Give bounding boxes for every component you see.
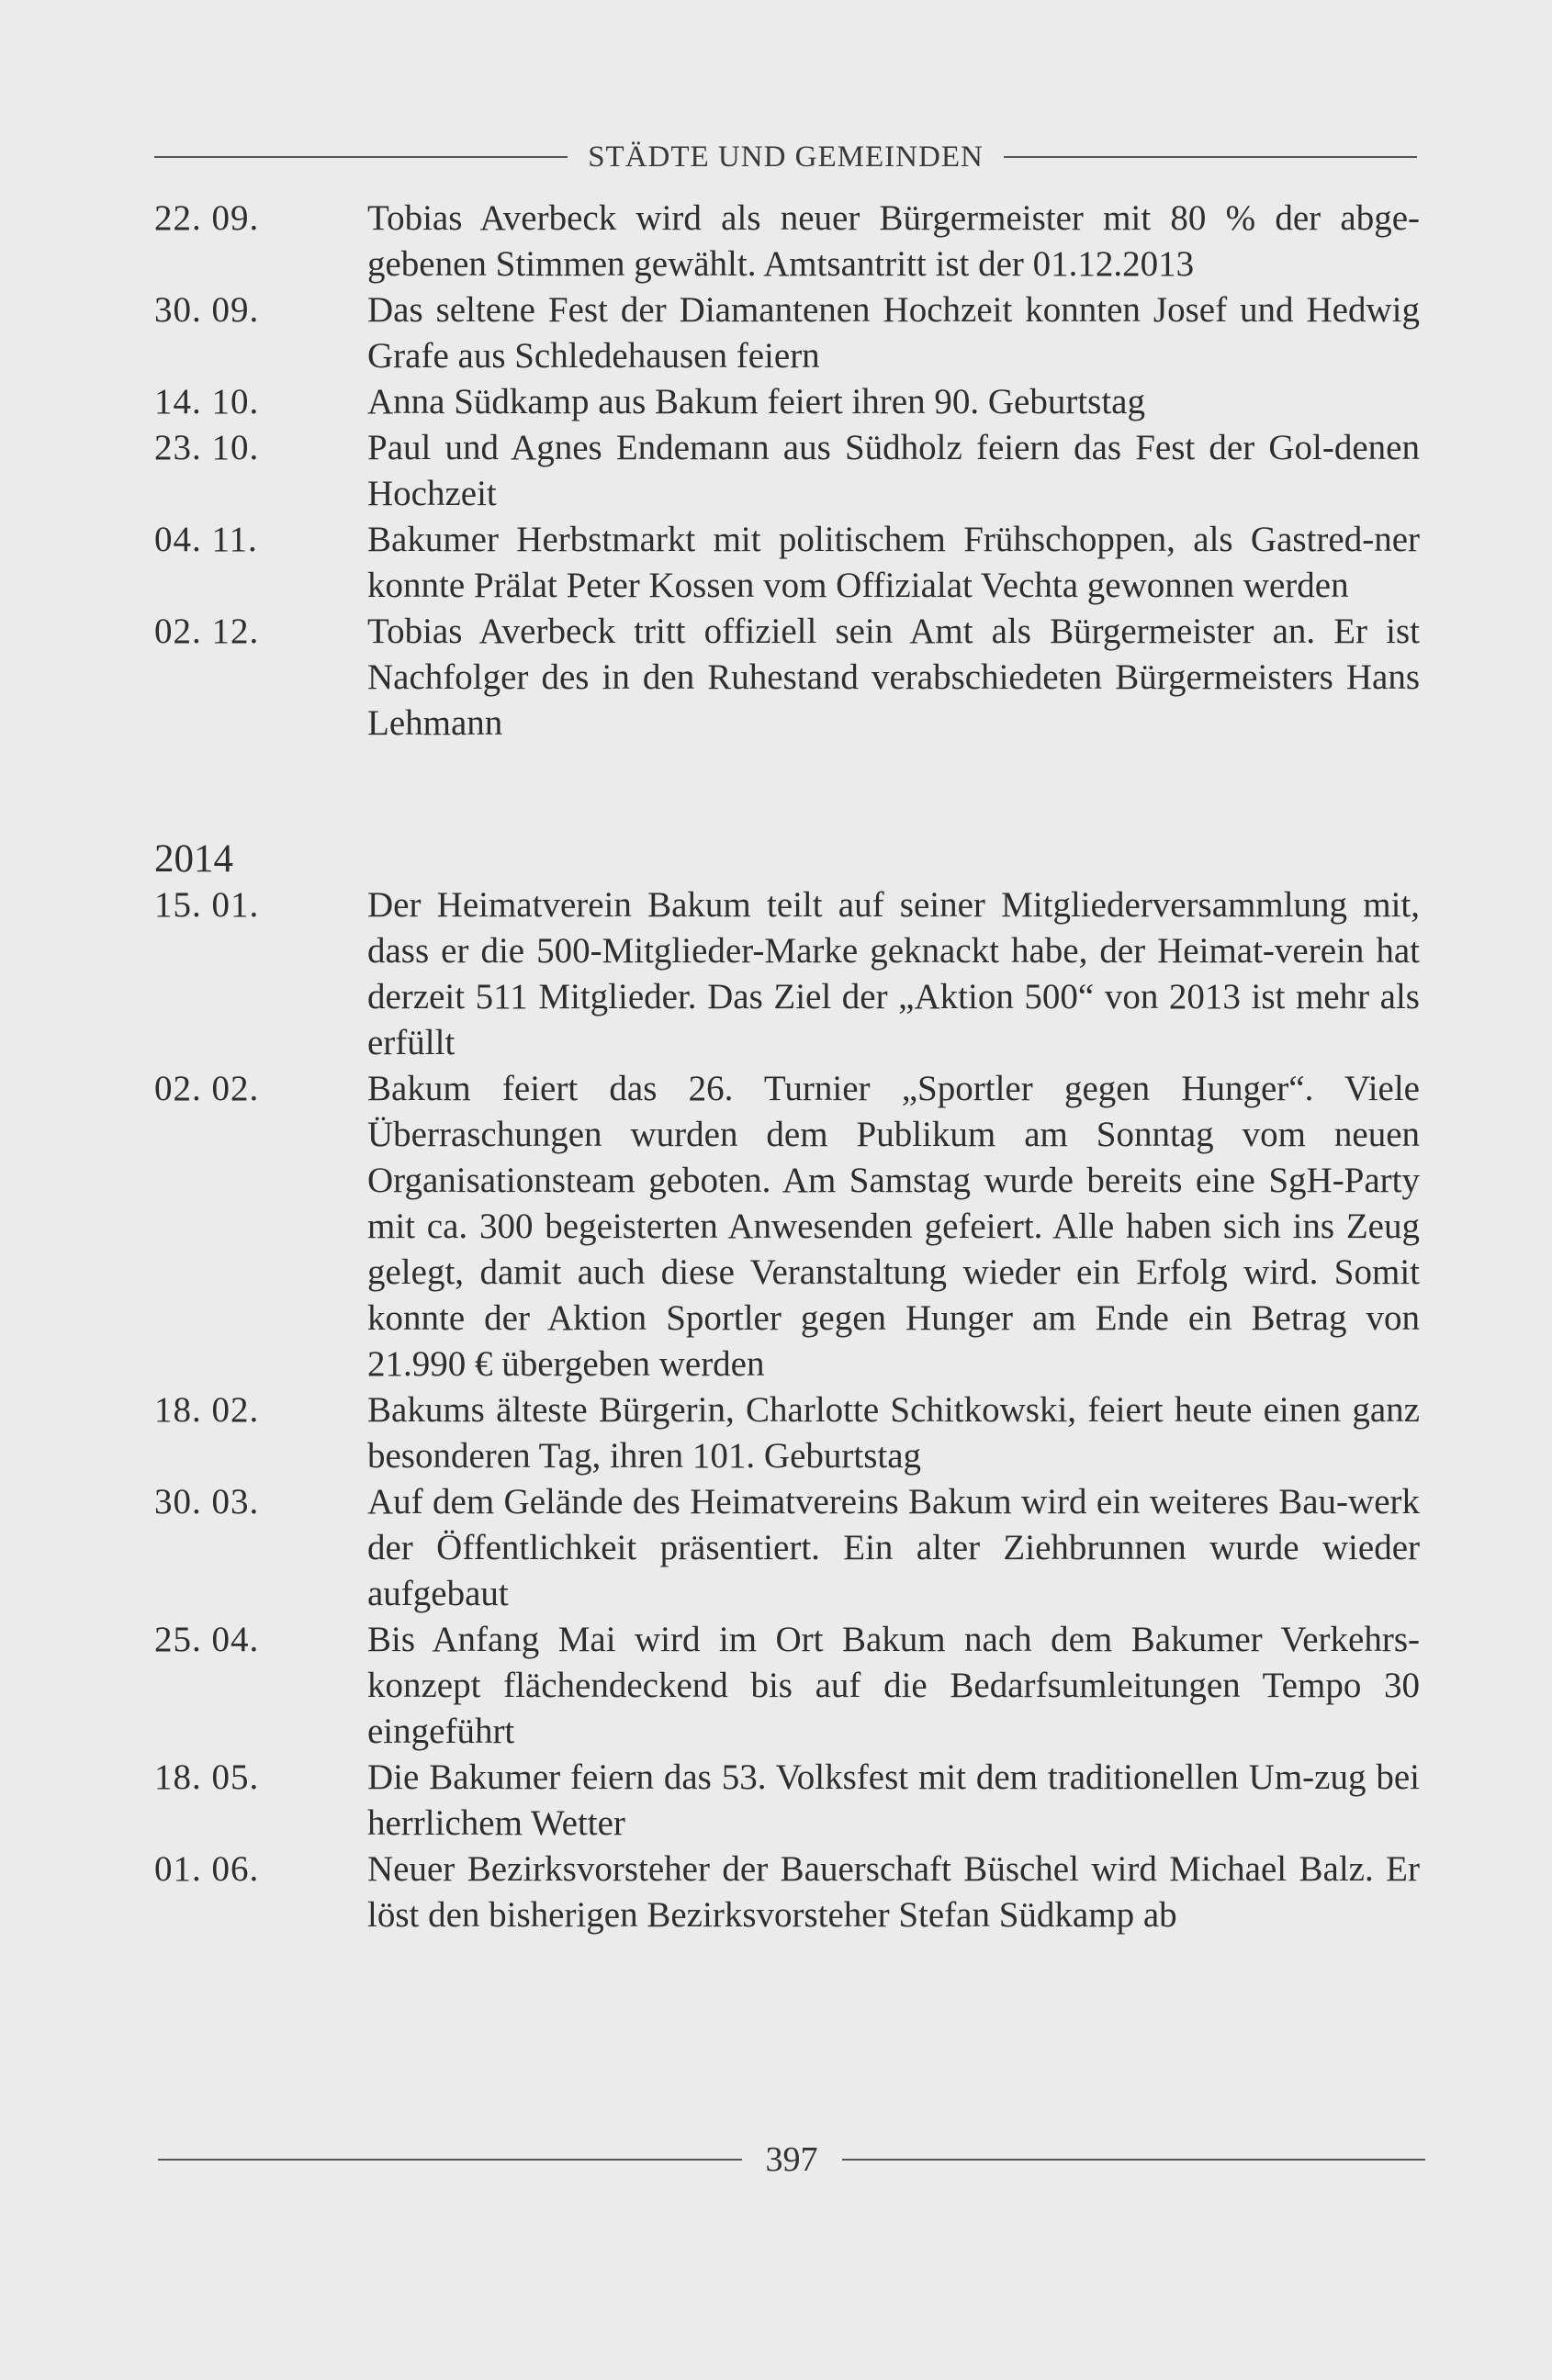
running-head xyxy=(154,134,1417,180)
header-rule-right xyxy=(1004,156,1417,158)
entry-text: Anna Südkamp aus Bakum feiert ihren 90. Geburtstag xyxy=(367,382,1145,421)
chronicle-content xyxy=(154,196,1420,1938)
entry-date: 02. 12. xyxy=(154,612,260,651)
entry-text: Bakum feiert das 26. Turnier „Sportler gegen Hunger“. Viele Überraschungen wurden dem Publikum am Sonntag vom neuen Organisationsteam geboten. Am Samstag wurde bereits eine SgH-Party mit ca. 300 begeisterten Anwesenden gefeiert. Alle haben sich ins Zeug gelegt, damit auch diese Veranstaltung wieder ein Erfolg wird. Somit konnte der Aktion Sportler gegen Hunger am Ende ein Betrag von 21.990 € übergeben werden xyxy=(367,1069,1420,1384)
chronicle-entry xyxy=(154,1066,1420,1387)
footer-rule-right xyxy=(842,2159,1426,2161)
entry-date: 14. 10. xyxy=(154,382,260,421)
entry-date: 18. 05. xyxy=(154,1757,260,1797)
chronicle-entry xyxy=(154,1847,1420,1938)
chronicle-entry xyxy=(154,1479,1420,1617)
entry-text: Das seltene Fest der Diamantenen Hochzeit konnten Josef und Hedwig Grafe aus Schledehausen feiern xyxy=(367,290,1420,376)
entry-date: 25. 04. xyxy=(154,1620,260,1659)
entry-date: 23. 10. xyxy=(154,428,260,467)
entry-text: Bakums älteste Bürgerin, Charlotte Schitkowski, feiert heute einen ganz besonderen Tag, ihren 101. Geburtstag xyxy=(367,1390,1420,1476)
page-number: 397 xyxy=(765,2140,818,2179)
page-footer xyxy=(158,2132,1425,2187)
entry-text: Bakumer Herbstmarkt mit politischem Frühschoppen, als Gastred-ner konnte Prälat Peter Kossen vom Offizialat Vechta gewonnen werden xyxy=(367,520,1420,605)
entry-date: 02. 02. xyxy=(154,1069,260,1108)
entry-date: 18. 02. xyxy=(154,1390,260,1430)
section-title: STÄDTE UND GEMEINDEN xyxy=(588,140,984,174)
chronicle-entry xyxy=(154,196,1420,287)
chronicle-entry xyxy=(154,882,1420,1066)
entry-date: 15. 01. xyxy=(154,885,260,925)
year-heading: 2014 xyxy=(154,837,233,881)
entry-text: Der Heimatverein Bakum teilt auf seiner Mitgliederversammlung mit, dass er die 500-Mitglieder-Marke geknackt habe, der Heimat-verein hat derzeit 511 Mitglieder. Das Ziel der „Aktion 500“ von 2013 ist mehr als erfüllt xyxy=(367,885,1420,1062)
chronicle-entry xyxy=(154,287,1420,379)
entry-text: Bis Anfang Mai wird im Ort Bakum nach dem Bakumer Verkehrs-konzept flächendeckend bis auf die Bedarfsumleitungen Tempo 30 eingeführt xyxy=(367,1620,1420,1751)
chronicle-entry xyxy=(154,379,1420,425)
entry-date: 04. 11. xyxy=(154,520,258,559)
entry-date: 30. 03. xyxy=(154,1482,260,1521)
entry-text: Die Bakumer feiern das 53. Volksfest mit dem traditionellen Um-zug bei herrlichem Wetter xyxy=(367,1757,1420,1843)
header-rule-left xyxy=(154,156,568,158)
entry-text: Paul und Agnes Endemann aus Südholz feiern das Fest der Gol-denen Hochzeit xyxy=(367,428,1420,513)
chronicle-entry xyxy=(154,425,1420,517)
chronicle-entry xyxy=(154,609,1420,747)
chronicle-entry xyxy=(154,517,1420,609)
footer-rule-left xyxy=(158,2159,742,2161)
entry-date: 22. 09. xyxy=(154,198,260,238)
entry-text: Tobias Averbeck tritt offiziell sein Amt als Bürgermeister an. Er ist Nachfolger des in den Ruhestand verabschiedeten Bürgermeisters Hans Lehmann xyxy=(367,612,1420,743)
entry-text: Neuer Bezirksvorsteher der Bauerschaft Büschel wird Michael Balz. Er löst den bisherigen Bezirksvorsteher Stefan Südkamp ab xyxy=(367,1849,1420,1935)
entry-date: 30. 09. xyxy=(154,290,260,330)
chronicle-entry xyxy=(154,1387,1420,1479)
entry-text: Auf dem Gelände des Heimatvereins Bakum wird ein weiteres Bau-werk der Öffentlichkeit präsentiert. Ein alter Ziehbrunnen wurde wieder aufgebaut xyxy=(367,1482,1420,1613)
chronicle-entry xyxy=(154,1617,1420,1755)
chronicle-entry xyxy=(154,1755,1420,1847)
entry-date: 01. 06. xyxy=(154,1849,260,1889)
entry-text: Tobias Averbeck wird als neuer Bürgermeister mit 80 % der abge-gebenen Stimmen gewählt. Amtsantritt ist der 01.12.2013 xyxy=(367,198,1420,284)
